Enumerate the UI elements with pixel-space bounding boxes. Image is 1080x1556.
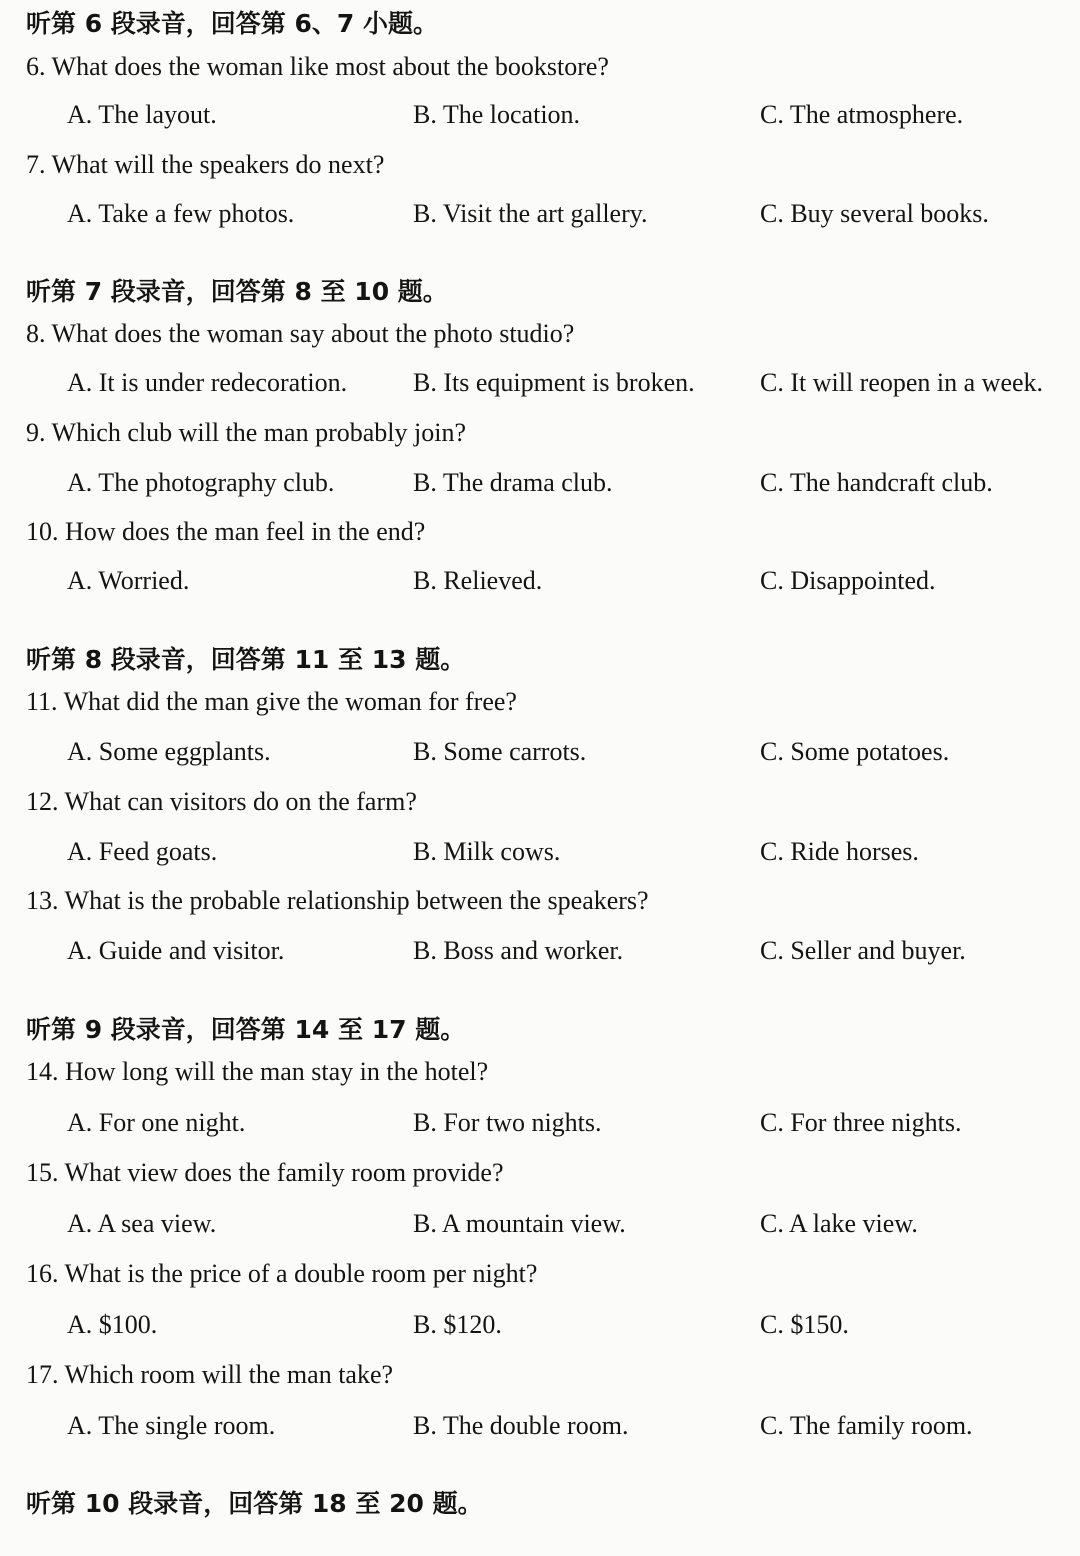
question-14: 14. How long will the man stay in the hotel?	[26, 1057, 489, 1086]
question-9-option-b: B. The drama club.	[413, 468, 613, 497]
question-13-option-b: B. Boss and worker.	[413, 936, 624, 965]
question-12: 12. What can visitors do on the farm?	[26, 787, 417, 816]
question-11: 11. What did the man give the woman for free?	[26, 687, 517, 716]
question-17-option-b: B. The double room.	[413, 1411, 629, 1440]
question-12-option-a: A. Feed goats.	[67, 837, 218, 866]
question-8: 8. What does the woman say about the photo studio?	[26, 319, 575, 348]
section-heading-6: 听第 6 段录音，回答第 6、7 小题。	[26, 9, 439, 38]
question-9: 9. Which club will the man probably join?	[26, 418, 466, 447]
question-8-option-c: C. It will reopen in a week.	[760, 368, 1044, 397]
question-16-option-c: C. $150.	[760, 1310, 849, 1339]
question-8-option-b: B. Its equipment is broken.	[413, 368, 695, 397]
section-heading-9: 听第 9 段录音，回答第 14 至 17 题。	[26, 1015, 466, 1044]
question-7-option-a: A. Take a few photos.	[67, 199, 295, 228]
question-14-option-b: B. For two nights.	[413, 1108, 602, 1137]
question-7: 7. What will the speakers do next?	[26, 150, 385, 179]
question-16-option-b: B. $120.	[413, 1310, 502, 1339]
question-7-option-b: B. Visit the art gallery.	[413, 199, 648, 228]
question-17: 17. Which room will the man take?	[26, 1360, 394, 1389]
question-11-option-c: C. Some potatoes.	[760, 737, 950, 766]
question-14-option-c: C. For three nights.	[760, 1108, 962, 1137]
question-17-option-c: C. The family room.	[760, 1411, 973, 1440]
question-17-option-a: A. The single room.	[67, 1411, 276, 1440]
question-13-option-a: A. Guide and visitor.	[67, 936, 285, 965]
question-9-option-a: A. The photography club.	[67, 468, 335, 497]
question-10-option-c: C. Disappointed.	[760, 566, 936, 595]
section-heading-8: 听第 8 段录音，回答第 11 至 13 题。	[26, 645, 466, 674]
question-16-option-a: A. $100.	[67, 1310, 158, 1339]
section-heading-7: 听第 7 段录音，回答第 8 至 10 题。	[26, 277, 448, 306]
question-10: 10. How does the man feel in the end?	[26, 517, 426, 546]
question-8-option-a: A. It is under redecoration.	[67, 368, 348, 397]
question-11-option-b: B. Some carrots.	[413, 737, 587, 766]
question-16: 16. What is the price of a double room per night?	[26, 1259, 538, 1288]
section-heading-10: 听第 10 段录音，回答第 18 至 20 题。	[26, 1489, 483, 1518]
question-15: 15. What view does the family room provide?	[26, 1158, 504, 1187]
question-9-option-c: C. The handcraft club.	[760, 468, 993, 497]
question-6-option-a: A. The layout.	[67, 100, 217, 129]
question-15-option-a: A. A sea view.	[67, 1209, 217, 1238]
question-6: 6. What does the woman like most about the bookstore?	[26, 52, 609, 81]
question-13: 13. What is the probable relationship between the speakers?	[26, 886, 649, 915]
question-15-option-c: C. A lake view.	[760, 1209, 918, 1238]
question-15-option-b: B. A mountain view.	[413, 1209, 626, 1238]
question-12-option-c: C. Ride horses.	[760, 837, 919, 866]
question-13-option-c: C. Seller and buyer.	[760, 936, 966, 965]
question-10-option-b: B. Relieved.	[413, 566, 543, 595]
question-11-option-a: A. Some eggplants.	[67, 737, 271, 766]
question-6-option-b: B. The location.	[413, 100, 581, 129]
question-7-option-c: C. Buy several books.	[760, 199, 989, 228]
question-12-option-b: B. Milk cows.	[413, 837, 561, 866]
question-10-option-a: A. Worried.	[67, 566, 190, 595]
question-14-option-a: A. For one night.	[67, 1108, 246, 1137]
question-6-option-c: C. The atmosphere.	[760, 100, 964, 129]
